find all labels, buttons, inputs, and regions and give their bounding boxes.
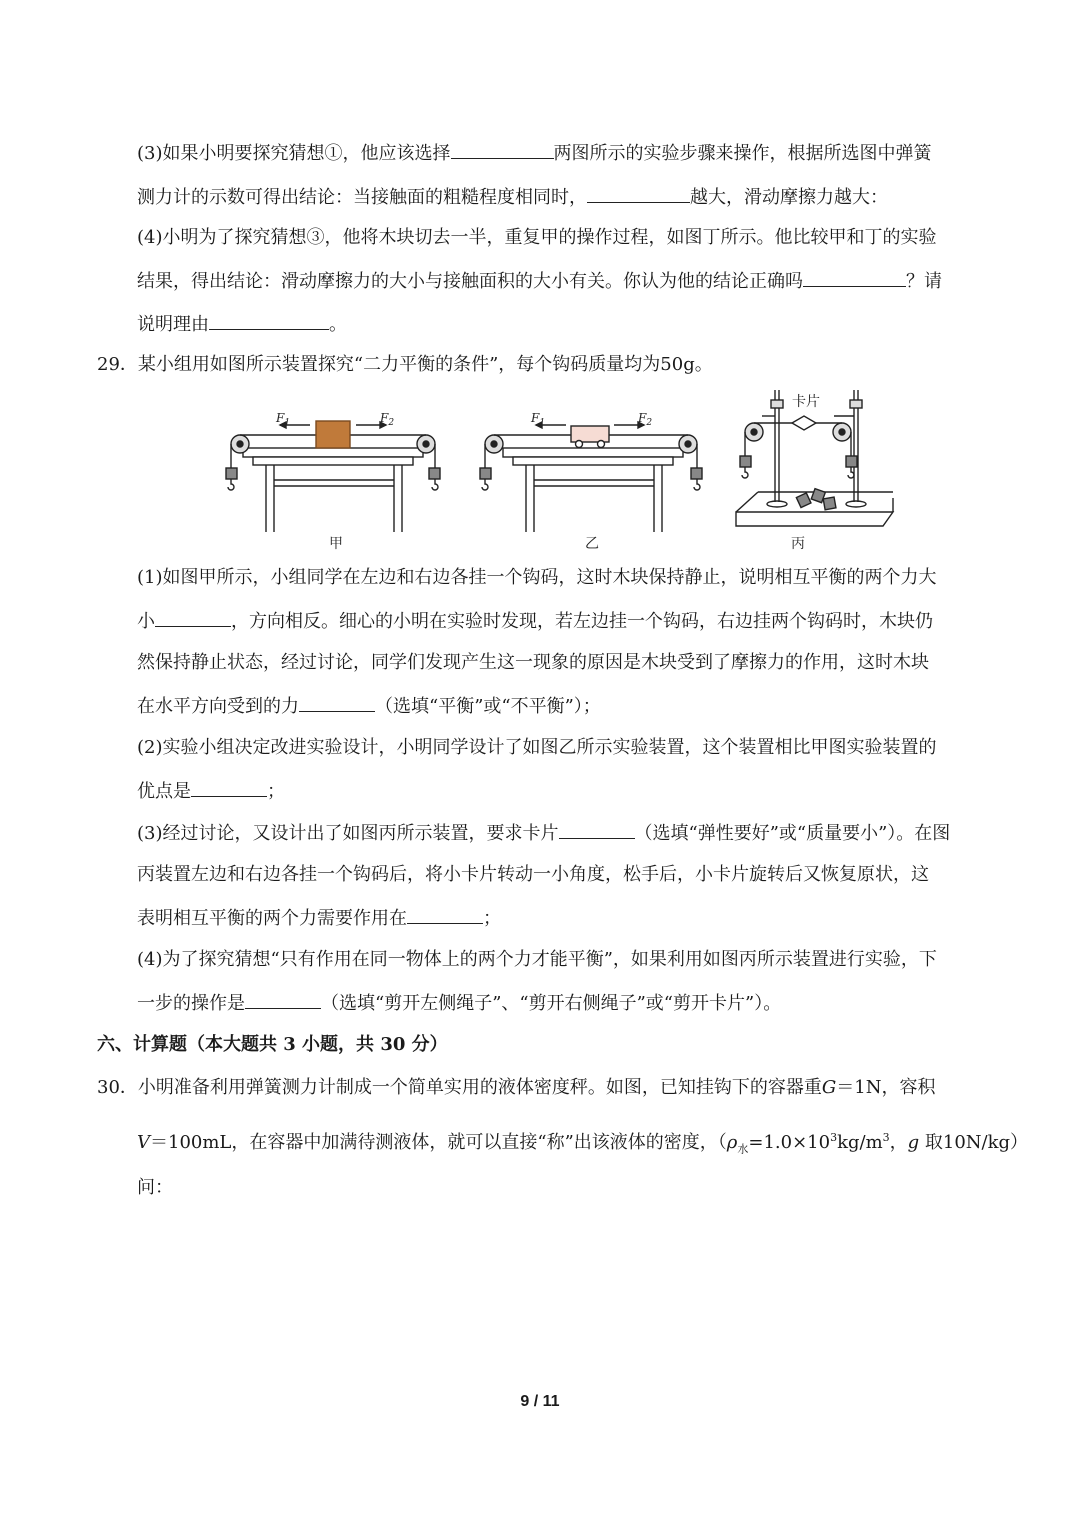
rho-subscript: 水 — [737, 1142, 749, 1156]
q29-part1-line3 — [137, 651, 990, 675]
q29-part4-text-a: (4)为了探究猜想“只有作用在同一物体上的两个力才能平衡”，如果利用如图丙所示装置进行实验，下 — [137, 949, 937, 970]
cart — [571, 426, 609, 442]
q30-text-e: kg/m — [837, 1132, 883, 1153]
q29-part2-text-a: (2)实验小组决定改进实验设计，小明同学设计了如图乙所示实验装置，这个装置相比甲图实验装置的 — [137, 737, 937, 758]
q28-part3-text-c: 测力计的示数可得出结论：当接触面的粗糙程度相同时， — [137, 187, 587, 208]
q28-part3-line1 — [137, 140, 990, 166]
q28-part3-text-d: 越大，滑动摩擦力越大： — [690, 187, 888, 208]
q29-part3-text-b: （选填“弹性要好”或“质量要小”）。在图 — [634, 823, 951, 844]
q29-part1-line1 — [137, 566, 990, 590]
q29-part4-text-b: 一步的操作是 — [137, 993, 245, 1014]
symbol-v: V — [137, 1132, 150, 1153]
answer-blank[interactable] — [803, 268, 906, 287]
q28-part4-line1 — [137, 226, 990, 250]
q30-text-g: 取10N/kg） — [919, 1132, 1029, 1153]
q29-part2-text-b: 优点是 — [137, 781, 191, 802]
q29-part4-line2 — [137, 990, 990, 1016]
symbol-g-small: g — [907, 1132, 920, 1153]
q28-part3-line2 — [137, 184, 990, 210]
wood-block — [316, 421, 350, 448]
q29-stem — [97, 353, 713, 377]
figure-label-bing: 丙 — [791, 536, 805, 552]
symbol-g: G — [821, 1077, 837, 1098]
apparatus-yi — [480, 422, 702, 532]
force-label-f1: $F_1$ — [531, 411, 546, 428]
q30-line3: 问： — [137, 1177, 173, 1198]
force-label-f2: $F_2$ — [638, 411, 653, 428]
q28-part4-text-e: 。 — [329, 314, 347, 335]
q29-part1-text-e: 在水平方向受到的力 — [137, 696, 299, 717]
answer-blank[interactable] — [155, 608, 231, 627]
q29-part2-text-c: ； — [267, 781, 285, 802]
exponent: 3 — [882, 1131, 890, 1144]
section-heading: 六、计算题（本大题共 3 小题，共 30 分） — [97, 1034, 448, 1055]
answer-blank[interactable] — [245, 990, 321, 1009]
page-number: 9 / 11 — [520, 1393, 560, 1410]
exponent: 3 — [830, 1131, 838, 1144]
q30-line2 — [137, 1126, 1029, 1162]
q29-stem-text: 某小组用如图所示装置探究“二力平衡的条件”，每个钩码质量均为50g。 — [137, 354, 713, 375]
q29-part4-text-c: （选填“剪开左侧绳子”、“剪开右侧绳子”或“剪开卡片”）。 — [321, 993, 782, 1014]
q30-number: 30． — [97, 1077, 138, 1098]
answer-blank[interactable] — [407, 905, 483, 924]
answer-blank[interactable] — [451, 140, 554, 159]
q29-part2-line1 — [137, 736, 990, 760]
q29-part2-line2 — [137, 778, 990, 804]
q29-apparatus-diagram — [218, 380, 908, 558]
q29-part1-text-f: （选填“平衡”或“不平衡”）； — [375, 696, 601, 717]
answer-blank[interactable] — [587, 184, 690, 203]
q29-number: 29． — [97, 354, 138, 375]
figure-label-jia: 甲 — [329, 536, 343, 552]
q28-part4-text-d: 说明理由 — [137, 314, 209, 335]
symbol-rho: ρ — [726, 1132, 738, 1153]
q29-part1-line2 — [137, 608, 990, 634]
q29-part3-text-a: (3)经过讨论，又设计出了如图丙所示装置，要求卡片 — [137, 823, 559, 844]
q30-text-c: ＝100mL，在容器中加满待测液体，就可以直接“称”出该液体的密度，（ — [150, 1132, 727, 1153]
q30-text-b: ＝1N，容积 — [836, 1077, 936, 1098]
q28-part4-text-c: ？请 — [906, 271, 942, 292]
q29-part1-text-b: 小 — [137, 611, 155, 632]
q29-part1-text-d: 然保持静止状态，经过讨论，同学们发现产生这一现象的原因是木块受到了摩擦力的作用，这时木块 — [137, 652, 929, 673]
q28-part3-text-a: (3)如果小明要探究猜想①，他应该选择 — [137, 143, 451, 164]
force-label-f2: $F_2$ — [380, 411, 395, 428]
q29-part3-line2 — [137, 863, 990, 887]
q29-part1-text-a: (1)如图甲所示，小组同学在左边和右边各挂一个钩码，这时木块保持静止，说明相互平衡的两个力大 — [137, 567, 937, 588]
q28-part4-text-a: (4)小明为了探究猜想③，他将木块切去一半，重复甲的操作过程，如图丁所示。他比较甲和丁的实验 — [137, 227, 937, 248]
q29-part4-line1 — [137, 948, 990, 972]
q30-line1 — [97, 1076, 936, 1100]
q28-part3-text-b: 两图所示的实验步骤来操作，根据所选图中弹簧 — [553, 143, 932, 164]
q29-part3-line3 — [137, 905, 990, 931]
q30-text-f: ， — [889, 1132, 908, 1153]
figure-label-yi: 乙 — [585, 536, 599, 552]
answer-blank[interactable] — [191, 778, 267, 797]
q29-part3-text-c: 丙装置左边和右边各挂一个钩码后，将小卡片转动一小角度，松手后，小卡片旋转后又恢复原状，这 — [137, 864, 929, 885]
force-label-f1: $F_1$ — [276, 411, 291, 428]
q29-part1-text-c: ，方向相反。细心的小明在实验时发现，若左边挂一个钩码，右边挂两个钩码时，木块仍 — [231, 611, 933, 632]
q28-part4-line3 — [137, 311, 990, 337]
q29-part3-text-e: ； — [483, 908, 501, 929]
q29-part3-text-d: 表明相互平衡的两个力需要作用在 — [137, 908, 407, 929]
q29-part1-line4 — [137, 693, 990, 719]
apparatus-jia — [226, 421, 440, 532]
card — [792, 416, 816, 430]
q29-figure — [218, 380, 908, 558]
q29-part3-line1 — [137, 820, 990, 846]
card-label: 卡片 — [792, 394, 820, 410]
q28-part4-text-b: 结果，得出结论：滑动摩擦力的大小与接触面积的大小有关。你认为他的结论正确吗 — [137, 271, 803, 292]
answer-blank[interactable] — [299, 693, 375, 712]
apparatus-bing — [736, 390, 893, 526]
answer-blank[interactable] — [559, 820, 635, 839]
q30-text-d: =1.0×10 — [748, 1132, 831, 1153]
q28-part4-line2 — [137, 268, 990, 294]
answer-blank[interactable] — [209, 311, 329, 330]
q30-text-a: 小明准备利用弹簧测力计制成一个简单实用的液体密度秤。如图，已知挂钩下的容器重 — [137, 1077, 822, 1098]
